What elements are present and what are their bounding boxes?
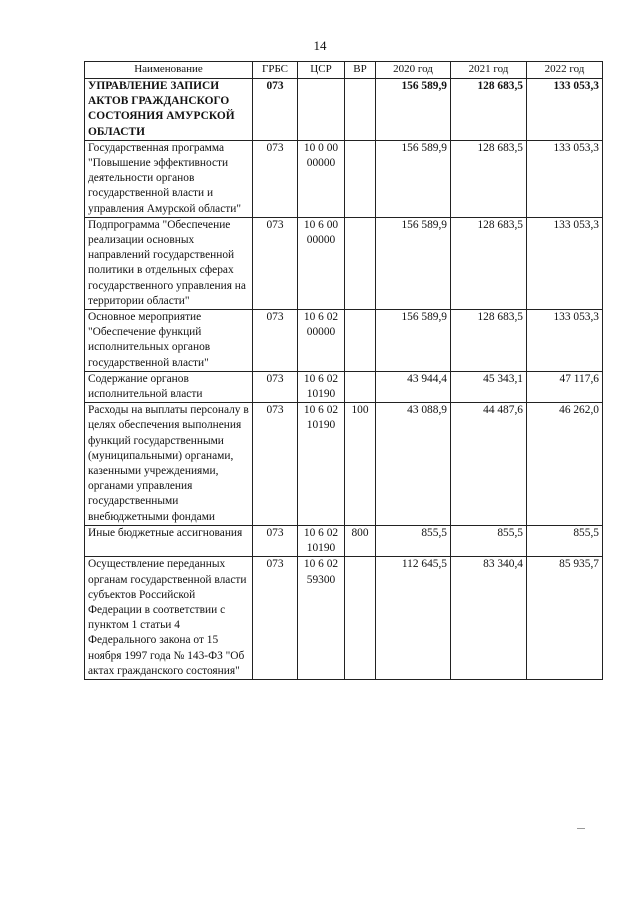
row-name: Государственная программа "Повышение эффективности деятельности органов государственной власти и управления Амурской области" bbox=[85, 140, 253, 217]
row-grbs: 073 bbox=[253, 217, 298, 309]
table-row bbox=[85, 371, 603, 402]
row-csr: 10 6 02 10190 bbox=[298, 403, 345, 526]
row-2022: 855,5 bbox=[527, 525, 603, 556]
row-grbs: 073 bbox=[253, 525, 298, 556]
row-2022: 133 053,3 bbox=[527, 79, 603, 141]
header-name: Наименование bbox=[85, 62, 253, 79]
row-2021: 128 683,5 bbox=[451, 310, 527, 372]
table-header-row bbox=[85, 62, 603, 79]
row-name: Основное мероприятие "Обеспечение функций исполнительных органов государственной власти" bbox=[85, 310, 253, 372]
header-grbs: ГРБС bbox=[253, 62, 298, 79]
row-2022: 47 117,6 bbox=[527, 371, 603, 402]
row-2020: 112 645,5 bbox=[376, 557, 451, 680]
row-2021: 44 487,6 bbox=[451, 403, 527, 526]
row-vr bbox=[345, 140, 376, 217]
row-grbs: 073 bbox=[253, 140, 298, 217]
row-csr: 10 0 00 00000 bbox=[298, 140, 345, 217]
row-name: УПРАВЛЕНИЕ ЗАПИСИ АКТОВ ГРАЖДАНСКОГО СОСТОЯНИЯ АМУРСКОЙ ОБЛАСТИ bbox=[85, 79, 253, 141]
table-row bbox=[85, 557, 603, 680]
row-2020: 43 944,4 bbox=[376, 371, 451, 402]
row-2022: 46 262,0 bbox=[527, 403, 603, 526]
row-csr bbox=[298, 79, 345, 141]
header-2020: 2020 год bbox=[376, 62, 451, 79]
row-csr: 10 6 02 10190 bbox=[298, 371, 345, 402]
row-2021: 128 683,5 bbox=[451, 79, 527, 141]
header-2021: 2021 год bbox=[451, 62, 527, 79]
table-row bbox=[85, 525, 603, 556]
row-vr bbox=[345, 310, 376, 372]
row-vr bbox=[345, 371, 376, 402]
row-vr: 800 bbox=[345, 525, 376, 556]
row-2022: 133 053,3 bbox=[527, 310, 603, 372]
table-row bbox=[85, 403, 603, 526]
row-2021: 45 343,1 bbox=[451, 371, 527, 402]
table-row bbox=[85, 217, 603, 309]
scan-mark bbox=[577, 828, 585, 829]
table-row bbox=[85, 140, 603, 217]
row-name: Содержание органов исполнительной власти bbox=[85, 371, 253, 402]
budget-table bbox=[84, 61, 603, 680]
row-2022: 133 053,3 bbox=[527, 140, 603, 217]
row-2020: 156 589,9 bbox=[376, 79, 451, 141]
row-grbs: 073 bbox=[253, 403, 298, 526]
row-vr bbox=[345, 79, 376, 141]
row-grbs: 073 bbox=[253, 310, 298, 372]
row-2021: 855,5 bbox=[451, 525, 527, 556]
row-name: Подпрограмма "Обеспечение реализации основных направлений государственной политики в отдельных сферах государственного управления на территории области" bbox=[85, 217, 253, 309]
row-grbs: 073 bbox=[253, 371, 298, 402]
row-csr: 10 6 00 00000 bbox=[298, 217, 345, 309]
table-row bbox=[85, 79, 603, 141]
row-vr bbox=[345, 557, 376, 680]
row-2020: 156 589,9 bbox=[376, 217, 451, 309]
row-grbs: 073 bbox=[253, 79, 298, 141]
page-number: 14 bbox=[313, 38, 327, 53]
row-2021: 83 340,4 bbox=[451, 557, 527, 680]
row-csr: 10 6 02 10190 bbox=[298, 525, 345, 556]
row-2020: 43 088,9 bbox=[376, 403, 451, 526]
header-csr: ЦСР bbox=[298, 62, 345, 79]
row-2021: 128 683,5 bbox=[451, 140, 527, 217]
row-name: Расходы на выплаты персоналу в целях обеспечения выполнения функций государственными (муниципальными) органами, казенными учреждениями, органами управления государственными внебюджетными фондами bbox=[85, 403, 253, 526]
table-row bbox=[85, 310, 603, 372]
row-csr: 10 6 02 00000 bbox=[298, 310, 345, 372]
row-2020: 156 589,9 bbox=[376, 140, 451, 217]
row-vr bbox=[345, 217, 376, 309]
row-vr: 100 bbox=[345, 403, 376, 526]
row-name: Иные бюджетные ассигнования bbox=[85, 525, 253, 556]
row-name: Осуществление переданных органам государственной власти субъектов Российской Федерации в соответствии с пунктом 1 статьи 4 Федерального закона от 15 ноября 1997 года № 143-ФЗ "Об актах гражданского состояния" bbox=[85, 557, 253, 680]
row-csr: 10 6 02 59300 bbox=[298, 557, 345, 680]
row-2020: 855,5 bbox=[376, 525, 451, 556]
header-2022: 2022 год bbox=[527, 62, 603, 79]
row-grbs: 073 bbox=[253, 557, 298, 680]
row-2022: 85 935,7 bbox=[527, 557, 603, 680]
row-2021: 128 683,5 bbox=[451, 217, 527, 309]
row-2020: 156 589,9 bbox=[376, 310, 451, 372]
header-vr: ВР bbox=[345, 62, 376, 79]
row-2022: 133 053,3 bbox=[527, 217, 603, 309]
